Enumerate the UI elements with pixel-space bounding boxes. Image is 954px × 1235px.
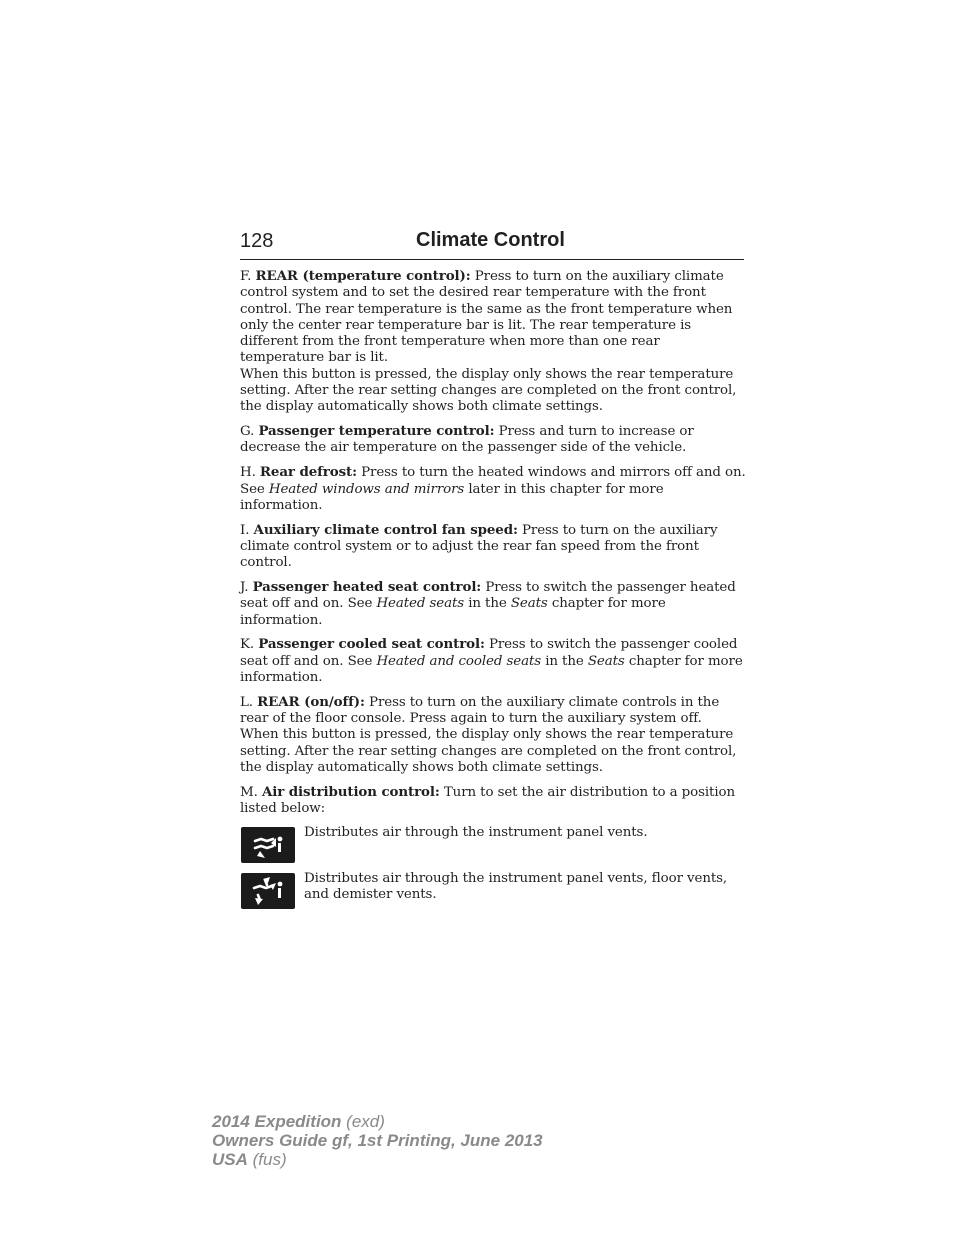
chapter-title: Climate Control — [416, 229, 565, 251]
item-k: K. Passenger cooled seat control: Press to switch the passenger cooled seat off and on. See Heated and cooled seats in the Seats chapter for more information. — [240, 636, 743, 686]
panel-floor-demister-vents-icon — [241, 873, 295, 909]
item-f: F. REAR (temperature control): Press to turn on the auxiliary climate control system and to set the desired rear temperature with the front control. The rear temperature is the same as the front temperature when only the center rear temperature bar is lit. The rear temperature is different from the front temperature when more than one rear temperature bar is lit. — [240, 268, 733, 366]
item-l: L. REAR (on/off): Press to turn on the auxiliary climate controls in the rear of the floor console. Press again to turn the auxiliary system off. — [240, 693, 720, 727]
footer-model-line: 2014 Expedition (exd) — [212, 1112, 385, 1131]
page-footer — [212, 1112, 543, 1169]
distribution-mode-panel-floor-demister-text: Distributes air through the instrument panel vents, floor vents, and demister vents. — [304, 870, 728, 903]
item-i: I. Auxiliary climate control fan speed: Press to turn on the auxiliary climate control system or to adjust the rear fan speed from the front control. — [240, 521, 718, 571]
page-header — [240, 229, 744, 260]
item-j-term: Passenger heated seat control: — [252, 579, 482, 596]
main-content — [240, 268, 746, 927]
panel-vents-icon — [241, 827, 295, 863]
item-k-chapter-reference: Seats — [587, 653, 625, 669]
distribution-mode-panel-floor-demister — [240, 871, 746, 927]
distribution-mode-panel-text: Distributes air through the instrument panel vents. — [304, 824, 648, 840]
item-g-term: Passenger temperature control: — [258, 423, 495, 440]
item-m-term: Air distribution control: — [261, 783, 440, 800]
item-l-term: REAR (on/off): — [257, 693, 365, 710]
item-h-term: Rear defrost: — [259, 464, 357, 481]
item-l-continued: When this button is pressed, the display only shows the rear temperature setting. After the rear setting changes are completed on the front control, the display automatically shows both climate settings. — [240, 727, 737, 776]
item-j: J. Passenger heated seat control: Press to switch the passenger heated seat off and on. See Heated seats in the Seats chapter for more information. — [240, 579, 736, 628]
page-number: 128 — [240, 230, 274, 252]
item-f-term: REAR (temperature control): — [255, 268, 471, 284]
item-i-term: Auxiliary climate control fan speed: — [253, 521, 518, 538]
distribution-mode-panel — [240, 825, 746, 871]
item-k-reference: Heated and cooled seats — [376, 653, 542, 669]
item-m: M. Air distribution control: Turn to set the air distribution to a position listed below: — [240, 783, 735, 817]
item-h-reference: Heated windows and mirrors — [268, 481, 465, 497]
item-f-continued: When this button is pressed, the display only shows the rear temperature setting. After the rear setting changes are completed on the front control, the display automatically shows both climate settings. — [240, 366, 737, 415]
item-k-term: Passenger cooled seat control: — [258, 636, 485, 653]
item-j-chapter-reference: Seats — [510, 596, 548, 612]
item-g: G. Passenger temperature control: Press and turn to increase or decrease the air temperature on the passenger side of the vehicle. — [240, 423, 694, 456]
item-h: H. Rear defrost: Press to turn the heated windows and mirrors off and on. See Heated windows and mirrors later in this chapter for more information. — [240, 464, 746, 513]
footer-guide-line: Owners Guide gf, 1st Printing, June 2013 — [212, 1131, 543, 1150]
footer-market-line: USA (fus) — [212, 1150, 287, 1169]
item-j-reference: Heated seats — [376, 596, 465, 612]
